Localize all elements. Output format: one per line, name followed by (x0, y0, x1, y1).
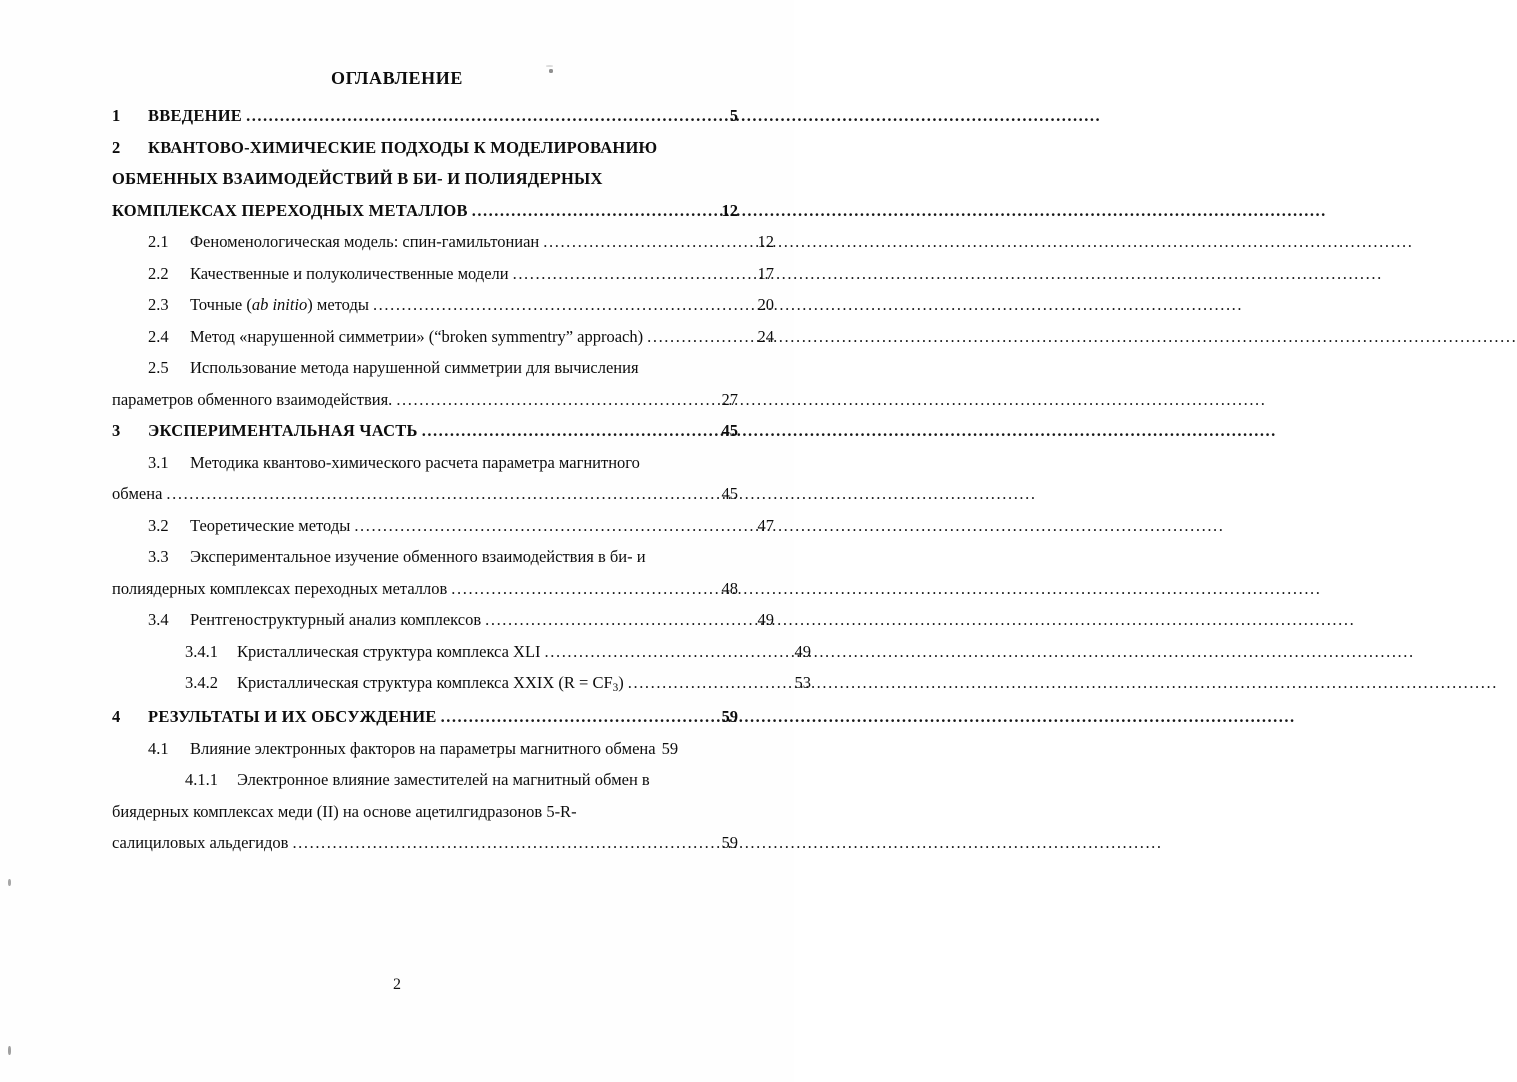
toc-page-number: 5 (729, 106, 738, 125)
toc-line (112, 263, 774, 283)
toc-line (112, 515, 774, 535)
toc-line (112, 641, 811, 661)
toc-page-number: 12 (757, 232, 774, 251)
toc-leader-dots (166, 486, 717, 503)
toc-page-number: 59 (661, 738, 679, 758)
toc-entry[interactable] (112, 263, 774, 283)
toc-line (112, 108, 738, 125)
toc-entry-label: Точные (ab initio) методы (190, 295, 369, 314)
toc-page-number: 20 (757, 295, 774, 314)
toc-entry-label: КОМПЛЕКСАХ ПЕРЕХОДНЫХ МЕТАЛЛОВ (112, 200, 468, 220)
toc-entry-label: ЭКСПЕРИМЕНТАЛЬНАЯ ЧАСТЬ (148, 421, 418, 440)
toc-leader-dots (246, 108, 726, 125)
toc-entry-number: 1 (112, 106, 121, 125)
toc-entry-label: Использование метода нарушенной симметрии для вычисления (190, 358, 639, 377)
toc-leader-dots (545, 644, 791, 661)
toc-entry-label: Рентгеноструктурный анализ комплексов (190, 610, 482, 629)
toc-entry[interactable] (112, 772, 738, 852)
toc-page-number: 49 (794, 641, 811, 661)
toc-entry[interactable] (112, 423, 738, 440)
toc-entry[interactable] (112, 738, 738, 758)
toc-entry-label: Методика квантово-химического расчета параметра магнитного (190, 452, 640, 472)
toc-entry-label: салициловых альдегидов (112, 833, 289, 853)
toc-page-number: 48 (721, 578, 738, 598)
toc-entry-number: 2.2 (148, 263, 169, 283)
toc-line (112, 612, 774, 629)
toc-entry-number: 3.4.2 (185, 673, 218, 692)
toc-page-number: 47 (757, 515, 774, 535)
toc-entry[interactable] (112, 709, 738, 726)
toc-leader-dots (513, 266, 754, 283)
toc-line (112, 549, 774, 566)
toc-entry-number: 2.3 (148, 295, 169, 314)
toc-entry[interactable] (112, 610, 774, 629)
toc-page-number: 12 (721, 200, 738, 220)
toc-entry-label: Феноменологическая модель: спин-гамильтониан (190, 232, 540, 251)
toc-entry-label: Теоретические методы (190, 515, 351, 535)
toc-line (112, 389, 738, 409)
scan-speck-icon (8, 879, 11, 886)
toc-line (112, 452, 774, 472)
toc-leader-dots (396, 392, 717, 409)
toc-entry-number: 3 (112, 421, 121, 440)
toc-entry-number: 2 (112, 137, 121, 157)
toc-entry[interactable] (112, 326, 774, 346)
toc-entry-number: 4 (112, 707, 121, 727)
toc-entry-number: 4.1 (148, 738, 169, 758)
toc-leader-dots (628, 675, 791, 692)
toc-entry-label: Кристаллическая структура комплекса XXIX $(R = CF_3)$ (237, 673, 624, 695)
toc-page-number: 24 (757, 326, 774, 346)
toc-leader-dots (292, 835, 717, 852)
toc-line (112, 171, 738, 188)
page-number: 2 (393, 976, 401, 993)
toc-leader-dots (422, 423, 718, 440)
toc-leader-dots (373, 297, 754, 314)
toc-entry-label: полиядерных комплексах переходных металлов (112, 578, 448, 598)
toc-entry-number: 3.4 (148, 610, 169, 629)
toc-leader-dots (647, 329, 753, 346)
toc-line (112, 801, 738, 821)
toc-entry-label: Кристаллическая структура комплекса XLI (237, 641, 541, 661)
page-title: ОГЛАВЛЕНИЕ (331, 68, 463, 88)
toc-line (112, 234, 774, 251)
toc-line (112, 675, 811, 694)
toc-entry-number: 2.5 (148, 358, 169, 377)
toc-entry[interactable] (112, 452, 738, 503)
toc-page-number: 45 (721, 484, 738, 503)
toc-leader-dots (354, 518, 753, 535)
toc-entry[interactable] (112, 108, 738, 125)
toc-line (112, 200, 738, 220)
toc-page-number: 59 (721, 833, 738, 853)
toc-line (112, 423, 738, 440)
toc-leader-dots (441, 709, 718, 726)
toc-entry[interactable] (112, 360, 738, 408)
toc-entry[interactable] (112, 549, 738, 597)
toc-line (112, 835, 738, 852)
toc-entry[interactable] (112, 295, 774, 314)
toc-line (112, 360, 774, 377)
toc-entry-label: Экспериментальное изучение обменного взаимодействия в би- и (190, 547, 646, 566)
toc-entry-number: 4.1.1 (185, 770, 218, 790)
toc-line (112, 709, 738, 726)
toc-entry-number: 2.4 (148, 326, 169, 346)
scan-speck-icon (8, 1046, 11, 1055)
toc-entry[interactable] (112, 515, 774, 535)
toc-entry-number: 3.2 (148, 515, 169, 535)
toc-line (112, 326, 774, 346)
toc-line (112, 486, 738, 503)
toc-entry-label: КВАНТОВО-ХИМИЧЕСКИЕ ПОДХОДЫ К МОДЕЛИРОВАНИЮ (148, 137, 658, 157)
toc-entry[interactable] (112, 673, 811, 695)
toc-entry-label: ВВЕДЕНИЕ (148, 106, 243, 125)
toc-entry-number: 2.1 (148, 232, 169, 251)
toc-entry[interactable] (112, 232, 774, 251)
toc-page-number: 59 (721, 707, 738, 727)
table-of-contents (112, 106, 811, 853)
toc-page-number: 49 (757, 610, 774, 629)
toc-entry-label: ОБМЕННЫХ ВЗАИМОДЕЙСТВИЙ В БИ- И ПОЛИЯДЕРНЫХ (112, 169, 603, 188)
toc-entry-label: Влияние электронных факторов на параметры магнитного обмена (190, 738, 656, 758)
toc-page-number: 27 (721, 389, 738, 409)
toc-line (112, 578, 738, 598)
toc-line (112, 738, 774, 758)
toc-entry-label: обмена (112, 484, 163, 503)
toc-entry[interactable] (112, 641, 811, 661)
toc-entry[interactable] (112, 137, 738, 220)
toc-leader-dots (485, 612, 753, 629)
toc-entry-label: биядерных комплексах меди (II) на основе ацетилгидразонов 5-R- (112, 801, 577, 821)
toc-leader-dots (451, 581, 717, 598)
toc-leader-dots (543, 234, 753, 251)
toc-entry-number: 3.1 (148, 452, 169, 472)
toc-entry-number: 3.4.1 (185, 641, 218, 661)
toc-entry-label: Метод «нарушенной симметрии» (“broken symmentry” approach) (190, 326, 644, 346)
toc-entry-label: РЕЗУЛЬТАТЫ И ИХ ОБСУЖДЕНИЕ (148, 707, 437, 727)
toc-line (112, 772, 811, 789)
toc-line (112, 297, 774, 314)
toc-leader-dots (472, 203, 718, 220)
toc-entry-label: Качественные и полуколичественные модели (190, 263, 509, 283)
toc-page-number: 45 (721, 421, 738, 440)
toc-line (112, 137, 738, 157)
toc-page-number: 53 (794, 673, 811, 692)
toc-entry-label: параметров обменного взаимодействия. (112, 389, 393, 409)
toc-entry-number: 3.3 (148, 547, 169, 566)
scan-speck-icon (546, 65, 553, 67)
toc-page-number: 17 (757, 263, 774, 283)
toc-entry-label: Электронное влияние заместителей на магнитный обмен в (237, 770, 650, 790)
